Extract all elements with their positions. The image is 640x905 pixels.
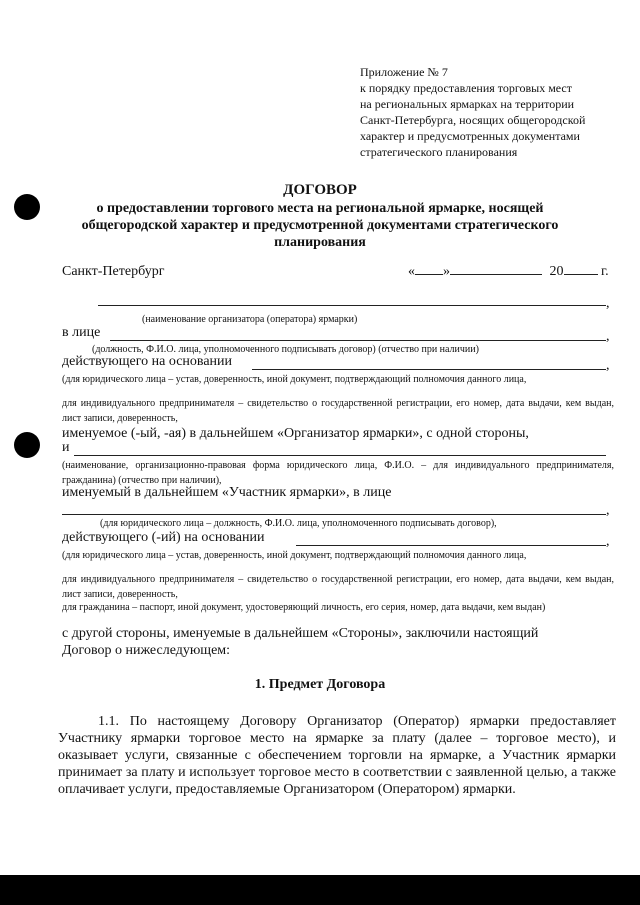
in-person-hint: (должность, Ф.И.О. лица, уполномоченного подписывать договор) (отчество при наличии) <box>92 344 479 355</box>
legal-entity-hint: (для юридического лица – устав, доверенность, иной документ, подтверждающий полномочия данного лица, <box>62 374 527 385</box>
acting-basis-label: действующего на основании <box>62 354 233 369</box>
appendix-line: на региональных ярмарках на территории <box>360 97 575 111</box>
punch-hole-bottom <box>14 432 40 458</box>
field-comma: , <box>606 503 610 518</box>
appendix-line: характер и предусмотренных документами <box>360 129 580 143</box>
date-suffix: г. <box>601 264 609 279</box>
scan-border <box>0 875 640 905</box>
date-line <box>408 264 609 280</box>
section-paragraph <box>58 713 616 798</box>
date-year: 20 <box>549 264 564 279</box>
appendix-line: стратегического планирования <box>360 145 518 159</box>
participant-field <box>74 455 606 456</box>
field-comma: , <box>606 534 610 549</box>
in-person-label: в лице <box>62 325 101 340</box>
document-subtitle <box>0 200 640 251</box>
legal-entity-hint-2: (для юридического лица – устав, доверенность, иной документ, подтверждающий полномочия данного лица, <box>62 550 527 561</box>
entrepreneur-hint-2: для индивидуального предпринимателя – свидетельство о государственной регистрации, его номер, дата выдачи, кем выдан, лист записи, доверенность, <box>62 574 614 600</box>
appendix-line: Санкт-Петербурга, носящих общегородской <box>360 113 586 127</box>
participant-person-hint: (для юридического лица – должность, Ф.И.О. лица, уполномоченного подписывать договор), <box>100 518 497 529</box>
acting-basis-label-2: действующего (-ий) на основании <box>62 530 265 545</box>
organizer-field <box>98 305 606 306</box>
in-person-field <box>110 340 606 341</box>
field-comma: , <box>606 358 610 373</box>
other-side-line-2: Договор о нижеследующем: <box>62 643 231 658</box>
hereinafter-participant: именуемый в дальнейшем «Участник ярмарки», в лице <box>62 485 392 500</box>
paragraph-text: 1.1. По настоящему Договору Организатор (Оператор) ярмарки предоставляет Участнику ярмарки торговое место на ярмарке за плату (далее – торговое место), и оказывает услуги, связанные с обеспечением торговли на ярмарке, а Участник ярмарки принимает за плату и использует торговое место в соответствии с заявленной целью, а также оплачивает услуги, предоставляемые Организатором (Оператором) ярмарки. <box>58 714 616 797</box>
subtitle-line: планирования <box>274 235 366 250</box>
date-quote-open: « <box>408 264 415 279</box>
date-quote-close: » <box>443 264 450 279</box>
field-comma: , <box>606 296 610 311</box>
section-title: 1. Предмет Договора <box>254 677 386 692</box>
acting-basis-field <box>252 369 606 370</box>
hereinafter-organizer: именуемое (-ый, -ая) в дальнейшем «Организатор ярмарки», с одной стороны, <box>62 426 529 441</box>
other-side-line-1: с другой стороны, именуемые в дальнейшем «Стороны», заключили настоящий <box>62 626 539 641</box>
appendix-line: Приложение № 7 <box>360 65 448 79</box>
participant-person-field <box>62 514 606 515</box>
organizer-hint: (наименование организатора (оператора) ярмарки) <box>142 314 358 325</box>
citizen-hint: для гражданина – паспорт, иной документ, удостоверяющий личность, его серия, номер, дата выдачи, кем выдан) <box>62 602 546 613</box>
document-title: ДОГОВОР <box>283 182 357 198</box>
participant-hint: (наименование, организационно-правовая форма юридического лица, Ф.И.О. – для индивидуального предпринимателя, гражданина) (отчество при наличии), <box>62 460 614 486</box>
field-comma: , <box>606 329 610 344</box>
city-label: Санкт-Петербург <box>62 264 165 279</box>
appendix-note <box>360 64 585 160</box>
subtitle-line: общегородской характер и предусмотренной документами стратегического <box>81 218 559 233</box>
entrepreneur-hint: для индивидуального предпринимателя – свидетельство о государственной регистрации, его номер, дата выдачи, кем выдан, лист записи, доверенность, <box>62 398 614 424</box>
and-label: и <box>62 440 70 455</box>
appendix-line: к порядку предоставления торговых мест <box>360 81 572 95</box>
subtitle-line: о предоставлении торгового места на региональной ярмарке, носящей <box>96 201 544 216</box>
acting-basis-field-2 <box>296 545 606 546</box>
